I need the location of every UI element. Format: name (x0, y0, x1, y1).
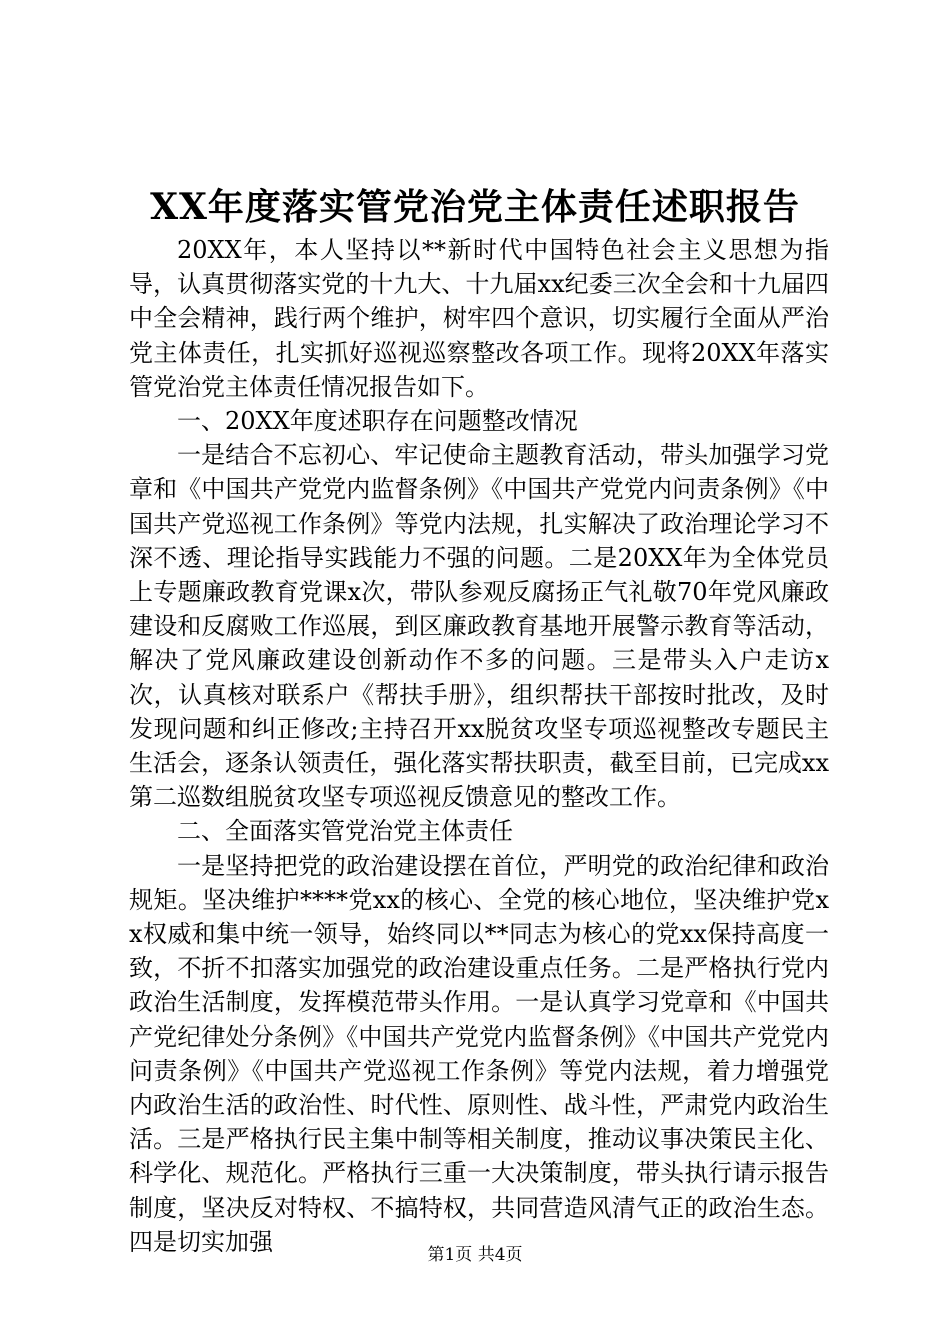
section-2-paragraph: 一是坚持把党的政治建设摆在首位，严明党的政治纪律和政治规矩。坚决维护****党xx的核心、全党的核心地位，坚决维护党xx权威和集中统一领导，始终同以**同志为核心的党xx保持高度一致，不折不扣落实加强党的政治建设重点任务。二是严格执行党内政治生活制度，发挥模范带头作用。一是认真学习党章和《中国共产党纪律处分条例》《中国共产党党内监督条例》《中国共产党党内问责条例》《中国共产党巡视工作条例》等党内法规，着力增强党内政治生活的政治性、时代性、原则性、战斗性，严肃党内政治生活。三是严格执行民主集中制等相关制度，推动议事决策民主化、科学化、规范化。严格执行三重一大决策制度，带头执行请示报告制度，坚决反对特权、不搞特权，共同营造风清气正的政治生态。四是切实加强 (129, 851, 829, 1256)
section-heading-1: 一、20XX年度述职存在问题整改情况 (177, 407, 578, 436)
page-number-footer: 第1页 共4页 (427, 1245, 523, 1265)
section-heading-2: 二、全面落实管党治党主体责任 (177, 817, 513, 846)
document-body (129, 233, 829, 1259)
section-1-paragraph: 一是结合不忘初心、牢记使命主题教育活动，带头加强学习党章和《中国共产党党内监督条例》《中国共产党党内问责条例》《中国共产党巡视工作条例》等党内法规，扎实解决了政治理论学习不深不透、理论指导实践能力不强的问题。二是20XX年为全体党员上专题廉政教育党课x次，带队参观反腐扬正气礼敬70年党风廉政建设和反腐败工作巡展，到区廉政教育基地开展警示教育等活动，解决了党风廉政建设创新动作不多的问题。三是带头入户走访x次，认真核对联系户《帮扶手册》，组织帮扶干部按时批改，及时发现问题和纠正修改;主持召开xx脱贫攻坚专项巡视整改专题民主生活会，逐条认领责任，强化落实帮扶职责，截至目前，已完成xx第二巡数组脱贫攻坚专项巡视反馈意见的整改工作。 (129, 441, 829, 812)
document-title: XX年度落实管党治党主体责任述职报告 (150, 186, 800, 228)
intro-paragraph: 20XX年，本人坚持以**新时代中国特色社会主义思想为指导，认真贯彻落实党的十九大、十九届xx纪委三次全会和十九届四中全会精神，践行两个维护，树牢四个意识，切实履行全面从严治党主体责任，扎实抓好巡视巡察整改各项工作。现将20XX年落实管党治党主体责任情况报告如下。 (129, 236, 829, 401)
